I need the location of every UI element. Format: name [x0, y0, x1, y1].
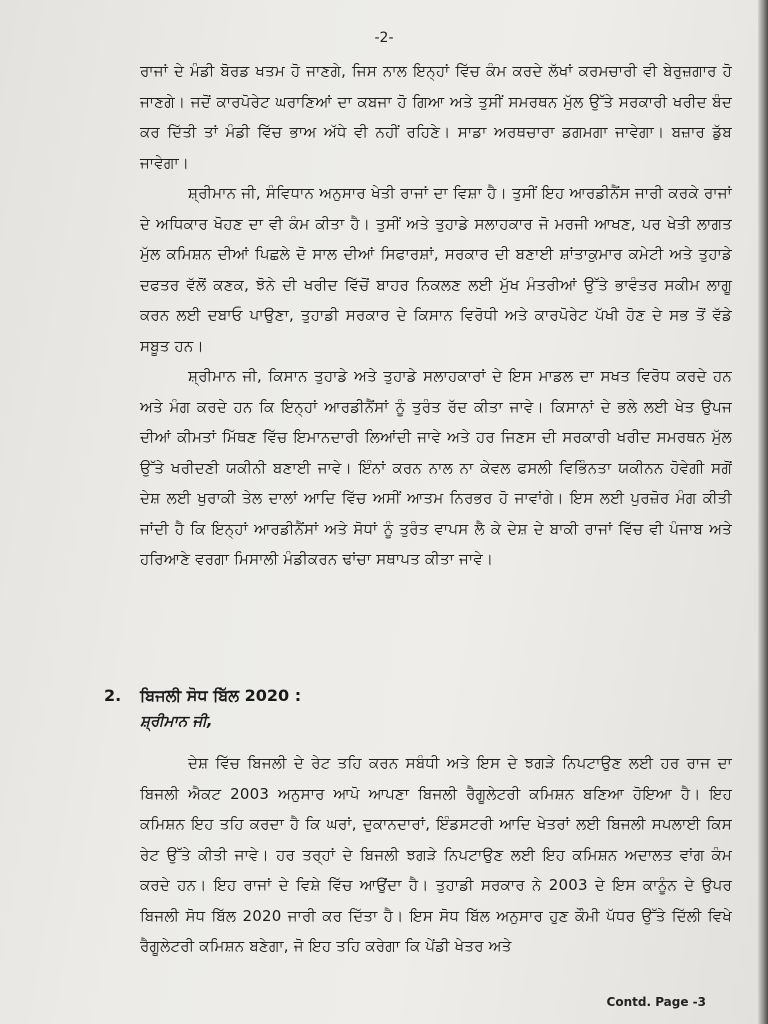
body-text — [140, 56, 732, 575]
continued-note: Contd. Page -3 — [606, 995, 706, 1009]
page-edge-shadow — [758, 0, 768, 1024]
salutation: ਸ਼੍ਰੀਮਾਨ ਜੀ, — [140, 712, 213, 730]
page-number: -2- — [374, 30, 394, 46]
section-heading — [104, 686, 724, 706]
paragraph-1: ਰਾਜਾਂ ਦੇ ਮੰਡੀ ਬੋਰਡ ਖਤਮ ਹੋ ਜਾਣਗੇ, ਜਿਸ ਨਾਲ ਇਨ੍ਹਾਂ ਵਿੱਚ ਕੰਮ ਕਰਦੇ ਲੱਖਾਂ ਕਰਮਚਾਰੀ ਵੀ ਬੇਰੁਜ਼ਗਾਰ ਹੋ ਜਾਣਗੇ। ਜਦੋਂ ਕਾਰਪੋਰੇਟ ਘਰਾਣਿਆਂ ਦਾ ਕਬਜਾ ਹੋ ਗਿਆ ਅਤੇ ਤੁਸੀਂ ਸਮਰਥਨ ਮੁੱਲ ਉੱਤੇ ਸਰਕਾਰੀ ਖਰੀਦ ਬੰਦ ਕਰ ਦਿੱਤੀ ਤਾਂ ਮੰਡੀ ਵਿੱਚ ਭਾਅ ਅੱਧੇ ਵੀ ਨਹੀਂ ਰਹਿਣੇ। ਸਾਡਾ ਅਰਥਚਾਰਾ ਡਗਮਗਾ ਜਾਵੇਗਾ। ਬਜ਼ਾਰ ਡੁੱਬ ਜਾਵੇਗਾ। — [140, 62, 732, 172]
paragraph-2: ਸ਼੍ਰੀਮਾਨ ਜੀ, ਸੰਵਿਧਾਨ ਅਨੁਸਾਰ ਖੇਤੀ ਰਾਜਾਂ ਦਾ ਵਿਸ਼ਾ ਹੈ। ਤੁਸੀਂ ਇਹ ਆਰਡੀਨੈਂਸ ਜਾਰੀ ਕਰਕੇ ਰਾਜਾਂ ਦੇ ਅਧਿਕਾਰ ਖੋਹਣ ਦਾ ਵੀ ਕੰਮ ਕੀਤਾ ਹੈ। ਤੁਸੀਂ ਅਤੇ ਤੁਹਾਡੇ ਸਲਾਹਕਾਰ ਜੋ ਮਰਜੀ ਆਖਣ, ਪਰ ਖੇਤੀ ਲਾਗਤ ਮੁੱਲ ਕਮਿਸ਼ਨ ਦੀਆਂ ਪਿਛਲੇ ਦੋ ਸਾਲ ਦੀਆਂ ਸਿਫਾਰਸ਼ਾਂ, ਸਰਕਾਰ ਦੀ ਬਣਾਈ ਸ਼ਾਂਤਾਕੁਮਾਰ ਕਮੇਟੀ ਅਤੇ ਤੁਹਾਡੇ ਦਫਤਰ ਵੱਲੋਂ ਕਣਕ, ਝੋਨੇ ਦੀ ਖਰੀਦ ਵਿੱਚੋਂ ਬਾਹਰ ਨਿਕਲਣ ਲਈ ਮੁੱਖ ਮੰਤਰੀਆਂ ਉੱਤੇ ਭਾਵੰਤਰ ਸਕੀਮ ਲਾਗੂ ਕਰਨ ਲਈ ਦਬਾਓ ਪਾਉਣਾ, ਤੁਹਾਡੀ ਸਰਕਾਰ ਦੇ ਕਿਸਾਨ ਵਿਰੋਧੀ ਅਤੇ ਕਾਰਪੋਰੇਟ ਪੱਖੀ ਹੋਣ ਦੇ ਸਭ ਤੋਂ ਵੱਡੇ ਸਬੂਤ ਹਨ। — [140, 184, 732, 355]
section-paragraph: ਦੇਸ਼ ਵਿੱਚ ਬਿਜਲੀ ਦੇ ਰੇਟ ਤਹਿ ਕਰਨ ਸਬੰਧੀ ਅਤੇ ਇਸ ਦੇ ਝਗੜੇ ਨਿਪਟਾਉਣ ਲਈ ਹਰ ਰਾਜ ਦਾ ਬਿਜਲੀ ਐਕਟ 2003 ਅਨੁਸਾਰ ਆਪੋ ਆਪਣਾ ਬਿਜਲੀ ਰੈਗੂਲੇਟਰੀ ਕਮਿਸ਼ਨ ਬਣਿਆ ਹੋਇਆ ਹੈ। ਇਹ ਕਮਿਸ਼ਨ ਇਹ ਤਹਿ ਕਰਦਾ ਹੈ ਕਿ ਘਰਾਂ, ਦੁਕਾਨਦਾਰਾਂ, ਇੰਡਸਟਰੀ ਆਦਿ ਖੇਤਰਾਂ ਲਈ ਬਿਜਲੀ ਸਪਲਾਈ ਕਿਸ ਰੇਟ ਉੱਤੇ ਕੀਤੀ ਜਾਵੇ। ਹਰ ਤਰ੍ਹਾਂ ਦੇ ਬਿਜਲੀ ਝਗੜੇ ਨਿਪਟਾਉਣ ਲਈ ਇਹ ਕਮਿਸ਼ਨ ਅਦਾਲਤ ਵਾਂਗ ਕੰਮ ਕਰਦੇ ਹਨ। ਇਹ ਰਾਜਾਂ ਦੇ ਵਿਸ਼ੇ ਵਿੱਚ ਆਉਂਦਾ ਹੈ। ਤੁਹਾਡੀ ਸਰਕਾਰ ਨੇ 2003 ਦੇ ਇਸ ਕਾਨੂੰਨ ਦੇ ਉਪਰ ਬਿਜਲੀ ਸੋਧ ਬਿੱਲ 2020 ਜਾਰੀ ਕਰ ਦਿੱਤਾ ਹੈ। ਇਸ ਸੋਧ ਬਿੱਲ ਅਨੁਸਾਰ ਹੁਣ ਕੌਮੀ ਪੱਧਰ ਉੱਤੇ ਦਿੱਲੀ ਵਿਖੇ ਰੈਗੂਲੇਟਰੀ ਕਮਿਸ਼ਨ ਬਣੇਗਾ, ਜੋ ਇਹ ਤਹਿ ਕਰੇਗਾ ਕਿ ਪੇਂਡੀ ਖੇਤਰ ਅਤੇ — [140, 754, 732, 955]
paragraph-3: ਸ਼੍ਰੀਮਾਨ ਜੀ, ਕਿਸਾਨ ਤੁਹਾਡੇ ਅਤੇ ਤੁਹਾਡੇ ਸਲਾਹਕਾਰਾਂ ਦੇ ਇਸ ਮਾਡਲ ਦਾ ਸਖਤ ਵਿਰੋਧ ਕਰਦੇ ਹਨ ਅਤੇ ਮੰਗ ਕਰਦੇ ਹਨ ਕਿ ਇਨ੍ਹਾਂ ਆਰਡੀਨੈਂਸਾਂ ਨੂੰ ਤੁਰੰਤ ਰੱਦ ਕੀਤਾ ਜਾਵੇ। ਕਿਸਾਨਾਂ ਦੇ ਭਲੇ ਲਈ ਖੇਤ ਉਪਜ ਦੀਆਂ ਕੀਮਤਾਂ ਮਿੱਥਣ ਵਿੱਚ ਇਮਾਨਦਾਰੀ ਲਿਆਂਦੀ ਜਾਵੇ ਅਤੇ ਹਰ ਜਿਣਸ ਦੀ ਸਰਕਾਰੀ ਖਰੀਦ ਸਮਰਥਨ ਮੁੱਲ ਉੱਤੇ ਖਰੀਦਣੀ ਯਕੀਨੀ ਬਣਾਈ ਜਾਵੇ। ਇੰਨਾਂ ਕਰਨ ਨਾਲ ਨਾ ਕੇਵਲ ਫਸਲੀ ਵਿਭਿੰਨਤਾ ਯਕੀਨਨ ਹੋਵੇਗੀ ਸਗੋਂ ਦੇਸ਼ ਲਈ ਖੁਰਾਕੀ ਤੇਲ ਦਾਲਾਂ ਆਦਿ ਵਿੱਚ ਅਸੀਂ ਆਤਮ ਨਿਰਭਰ ਹੋ ਜਾਵਾਂਗੇ। ਇਸ ਲਈ ਪੁਰਜ਼ੋਰ ਮੰਗ ਕੀਤੀ ਜਾਂਦੀ ਹੈ ਕਿ ਇਨ੍ਹਾਂ ਆਰਡੀਨੈਂਸਾਂ ਅਤੇ ਸੋਧਾਂ ਨੂੰ ਤੁਰੰਤ ਵਾਪਸ ਲੈ ਕੇ ਦੇਸ਼ ਦੇ ਬਾਕੀ ਰਾਜਾਂ ਵਿੱਚ ਵੀ ਪੰਜਾਬ ਅਤੇ ਹਰਿਆਣੇ ਵਰਗਾ ਮਿਸਾਲੀ ਮੰਡੀਕਰਨ ਢਾਂਚਾ ਸਥਾਪਤ ਕੀਤਾ ਜਾਵੇ। — [140, 367, 732, 568]
section-number: 2. — [104, 686, 122, 705]
section-body-text — [140, 748, 732, 962]
section-title: ਬਿਜਲੀ ਸੋਧ ਬਿੱਲ 2020 : — [140, 686, 302, 705]
